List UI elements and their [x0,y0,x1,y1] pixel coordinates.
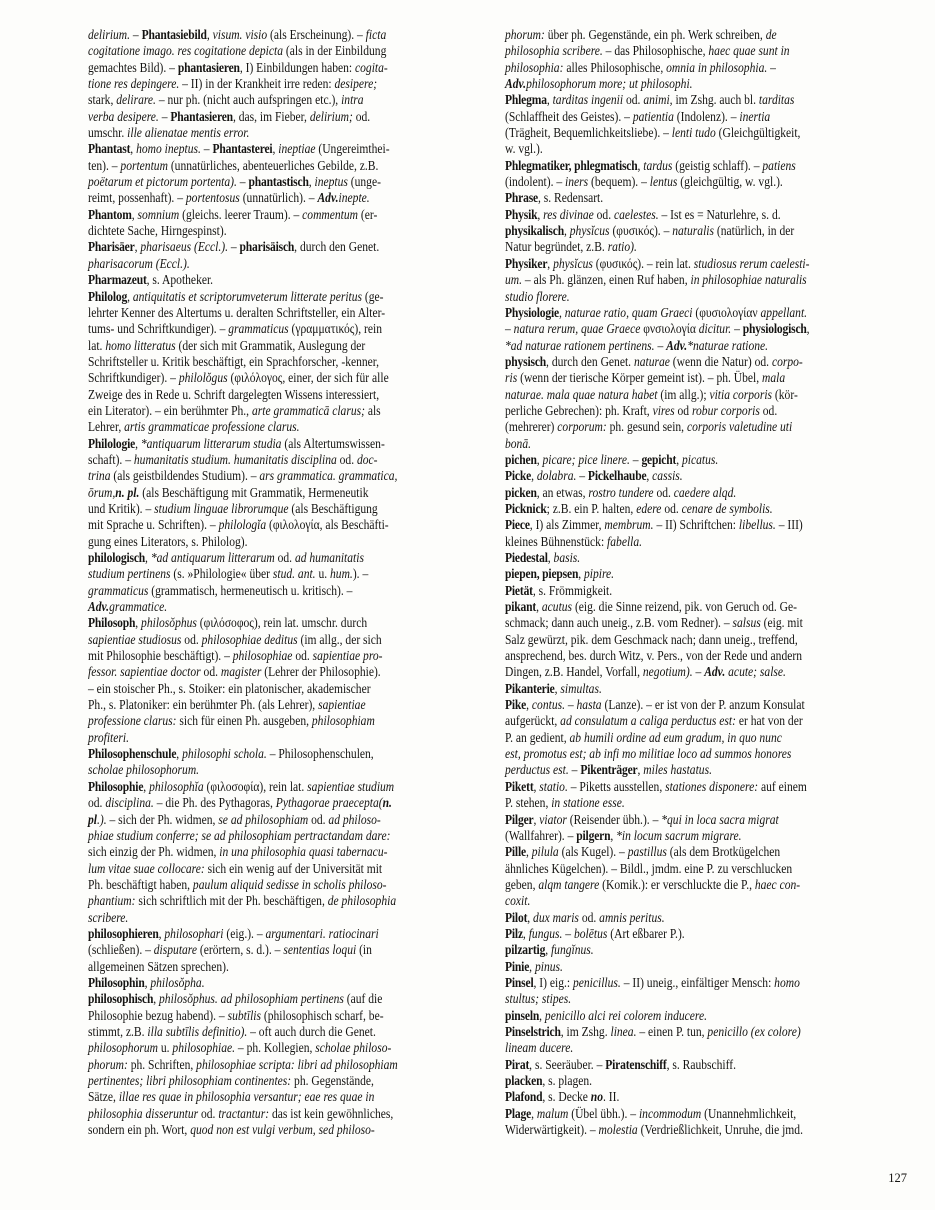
text-line: Physik, res divinae od. caelestes. – Ist es = Naturlehre, s. d. [505,206,781,222]
text-line: lehrter Kenner des Altertums u. deralten Schriftsteller, ein Alter- [88,304,386,320]
text-line: Lehrer, artis grammaticae professione clarus. [88,419,300,435]
text-line: mit Philosophie beschäftigt). – philosophiae od. sapientiae pro- [88,648,383,664]
text-line: P. an gedient, ab humili ordine ad eum gradum, in quo nunc [505,729,782,745]
text-line: ansprechend, bes. durch Witz, v. Pers., von der Rede und andern [505,648,802,664]
text-line: schaft). – humanitatis studium. humanitatis disciplina od. doc- [88,451,378,467]
text-line: cogitatione imago. res cogitatione depicta (als in der Einbildung [88,43,387,59]
text-line: ten). – portentum (unnatürliches, abenteuerliches Gebilde, z.B. [88,157,379,173]
text-line: umschr. ille alienatae mentis error. [88,125,250,141]
text-line: physisch, durch den Genet. naturae (wenn die Natur) od. corpo- [505,353,803,369]
text-line: schmack; dann auch uneig., z.B. vom Redner). – salsus (eig. mit [505,615,803,631]
text-line: lineam ducere. [505,1040,574,1056]
text-line: Ph., s. Platoniker: ein berühmter Ph. (als Lehrer), sapientiae [88,697,366,713]
text-line: (Wallfahrer). – pilgern, *in locum sacrum migrare. [505,827,742,843]
text-line: ein Literator). – ein berühmter Ph., arte grammaticā clarus; als [88,402,381,418]
text-line: Pirat, s. Seeräuber. – Piratenschiff, s. Raubschiff. [505,1056,737,1072]
text-line: geben, alqm tangere (Komik.): er verschluckte die P., haec con- [505,876,801,892]
text-line: Piece, I) als Zimmer, membrum. – II) Schriftchen: libellus. – III) [505,517,803,533]
text-line: Schriftkundiger). – philolŏgus (φιλόλογος, einer, der sich für alle [88,370,389,386]
text-line: philosophieren, philosophari (eig.). – argumentari. ratiocinari [88,925,379,941]
text-line: Phantast, homo ineptus. – Phantasterei, ineptiae (Ungereimthei- [88,141,390,157]
text-line: ōrum,n. pl. (als Beschäftigung mit Grammatik, Hermeneutik [88,484,369,500]
text-line: tums- und Schriftkundiger). – grammaticus (γραμματικός), rein [88,321,382,337]
text-line: w. vgl.). [505,141,543,157]
text-line: (Trägheit, Bequemlichkeitsliebe). – lenti tudo (Gleichgültigkeit, [505,125,801,141]
page-number: 127 [888,1171,907,1185]
text-line: stimmt, z.B. illa subtīlis definitio). – oft auch durch die Genet. [88,1023,376,1039]
text-line: Philosophie bezug habend). – subtīlis (philosophisch scharf, be- [88,1007,384,1023]
text-line: Phlegma, tarditas ingenii od. animi, im Zshg. auch bl. tarditas [505,92,795,108]
text-line: Pilot, dux maris od. amnis peritus. [505,909,665,925]
text-line: philosophia disseruntur od. tractantur: das ist kein gewöhnliches, [88,1105,394,1121]
text-line: Pikett, statio. – Piketts ausstellen, stationes disponere: auf einem [505,778,807,794]
text-line: naturae. mala quae natura habet (im allg.); vitia corporis (kör- [505,386,798,402]
text-line: Zweige des in Rede u. Schrift dargelegten Wissens interessiert, [88,386,380,402]
text-line: – ein stoischer Ph., s. Stoiker: ein platonischer, akademischer [88,680,371,696]
text-line: philologisch, *ad antiquarum litterarum od. ad humanitatis [88,550,364,565]
text-line: Pharisäer, pharisaeus (Eccl.). – pharisäisch, durch den Genet. [88,239,380,255]
text-line: Plage, malum (Übel übh.). – incommodum (Unannehmlichkeit, [505,1105,797,1121]
text-line: Adv.grammatice. [88,599,168,615]
text-line: allgemeinen Sätzen sprechen). [88,958,229,974]
text-line: pichen, picare; pice linere. – gepicht, picatus. [505,451,719,467]
text-line: sapientiae studiosus od. philosophiae deditus (im allg., der sich [88,631,382,647]
text-line: philosophisch, philosŏphus. ad philosophiam pertinens (auf die [88,991,383,1007]
text-line: um. – als Ph. glänzen, einen Ruf haben, in philosophiae naturalis [505,272,807,288]
text-line: Pilger, viator (Reisender übh.). – *qui in loca sacra migrat [505,811,779,827]
text-line: gemachtes Bild). – phantasieren, I) Einbildungen haben: cogita- [88,59,388,75]
text-line: Pinsel, I) eig.: penicillus. – II) uneig., einfältiger Mensch: homo [505,974,800,990]
text-line: sondern ein ph. Wort, quod non est vulgi verbum, sed philoso- [88,1122,375,1138]
text-line: (mehrerer) corporum: ph. gesund sein, corporis valetudine uti [505,419,793,435]
text-line: kleines Bühnenstück: fabella. [505,533,643,549]
text-line: scribere. [88,909,129,925]
text-line: pilzartig, fungĭnus. [505,942,594,958]
text-line: mit Sprache u. Schriften). – philologĭa (φιλολογία, als Beschäfti- [88,517,389,533]
text-line: Philolog, antiquitatis et scriptorumveterum litterate peritus (ge- [88,288,384,304]
text-line: Philosophie, philosophĭa (φιλοσοφία), rein lat. sapientiae studium [88,778,395,794]
text-line: physikalisch, physĭcus (φυσικός). – naturalis (natürlich, in der [505,223,795,239]
text-line: Physiologie, naturae ratio, quam Graeci (φυσιολογίαν appellant. [505,304,808,320]
text-line: gung eines Literators, s. Philolog). [88,533,248,549]
text-line: Philologie, *antiquarum litterarum studia (als Altertumswissen- [88,435,385,451]
text-line: Pietät, s. Frömmigkeit. [505,582,613,598]
text-line: delirium. – Phantasiebild, visum. visio (als Erscheinung). – ficta [88,27,387,42]
text-line: od. disciplina. – die Ph. des Pythagoras, Pythagorae praecepta(n. [88,795,392,811]
text-line: studium pertinens (s. »Philologie« über stud. ant. u. hum.). – [88,566,369,582]
text-line: trina (als geistbildendes Studium). – ars grammatica. grammatica, [88,468,398,484]
text-line: *ad naturae rationem pertinens. – Adv.*naturae ratione. [505,337,769,353]
text-line: pinseln, penicillo alci rei colorem inducere. [505,1007,707,1023]
text-line: pertinentes; libri philosophiam continentes: ph. Gegenstände, [88,1073,374,1088]
text-line: placken, s. plagen. [505,1073,593,1088]
text-line: (schließen). – disputare (erörtern, s. d.). – sententias loqui (in [88,942,372,958]
text-line: pharisacorum (Eccl.). [88,255,190,271]
text-line: Dingen, z.B. Handel, Vorfall, negotium). – Adv. acute; salse. [505,664,786,680]
text-line: coxit. [505,893,531,909]
text-line: Phantom, somnium (gleichs. leerer Traum). – commentum (er- [88,206,378,222]
text-line: Ph. beschäftigt haben, paulum aliquid sedisse in scholis philoso- [88,876,387,892]
text-line: phantium: sich schriftlich mit der Ph. beschäftigen, de philosophia [88,893,397,909]
text-line: phorum: über ph. Gegenstände, ein ph. Werk schreiben, de [505,27,777,42]
text-line: (Schlaffheit des Geistes). – patientia (Indolenz). – inertia [505,108,771,124]
text-line: perductus est. – Pikenträger, miles hastatus. [505,762,712,778]
text-line: tione res depingere. – II) in der Krankheit irre reden: desipere; [88,76,378,92]
text-line: und Kritik). – studium linguae librorumque (als Beschäftigung [88,500,378,516]
text-line: Piedestal, basis. [505,550,581,565]
text-line: Plafond, s. Decke no. II. [505,1089,620,1105]
text-line: – natura rerum, quae Graece φνσιολογία dicitur. – physiologisch, [505,321,810,337]
text-line: lat. homo litteratus (der sich mit Grammatik, Auslegung der [88,337,366,353]
text-line: scholae philosophorum. [88,762,200,778]
text-line: phorum: ph. Schriften, philosophiae scripta: libri ad philosophiam [88,1056,398,1072]
right-column [505,27,905,1138]
text-line: Pilz, fungus. – bolētus (Art eßbarer P.). [505,925,685,941]
text-line: Schriftsteller u. Kritik beschäftigt, ein Sprachforscher, -kenner, [88,353,380,369]
text-line: Philosoph, philosŏphus (φιλόσοφος), rein lat. umschr. durch [88,615,368,631]
text-line: philosophia scribere. – das Philosophische, haec quae sunt in [505,43,790,59]
text-line: Pille, pilula (als Kugel). – pastillus (als dem Brotkügelchen [505,844,781,860]
left-column [88,27,488,1138]
text-line: Picke, dolabra. – Pickelhaube, cassis. [505,468,683,484]
text-line: piepen, piepsen, pipire. [505,566,615,582]
text-line: Pinie, pinus. [505,958,563,974]
text-line: phiae studium conferre; se ad philosophiam pertractandam dare: [88,827,391,843]
text-line: Salz gewürzt, pik. dem Geschmack nach; dann uneig., treffend, [505,631,798,647]
text-line: Philosophenschule, philosophi schola. – Philosophenschulen, [88,746,374,762]
text-line: Phlegmatiker, phlegmatisch, tardus (geistig schlaff). – patiens [505,157,796,173]
text-line: (indolent). – iners (bequem). – lentus (gleichgültig, w. vgl.). [505,174,783,190]
text-line: professione clarus: sich für einen Ph. ausgeben, philosophiam [88,713,375,729]
text-line: studio florere. [505,288,570,304]
text-line: bonā. [505,435,532,451]
text-line: dichtete Sache, Hirngespinst). [88,223,227,239]
text-line: grammaticus (grammatisch, hermeneutisch u. kritisch). – [88,582,353,598]
text-line: philosophorum u. philosophiae. – ph. Kollegien, scholae philoso- [88,1040,392,1056]
text-line: Widerwärtigkeit). – molestia (Verdrießlichkeit, Unruhe, die jmd. [505,1122,803,1138]
text-line: Pikanterie, simultas. [505,680,602,696]
text-line: Pike, contus. – hasta (Lanze). – er ist von der P. anzum Konsulat [505,697,805,713]
text-line: ähnliches Kügelchen). – Bildl., jmdm. eine P. zu verschlucken [505,860,793,876]
text-line: verba desipere. – Phantasieren, das, im Fieber, delirium; od. [88,108,371,124]
text-line: stark, delirare. – nur ph. (nicht auch aufspringen etc.), intra [88,92,364,108]
text-line: fessor. sapientiae doctor od. magister (Lehrer der Philosophie). [88,664,381,680]
text-line: aufgerückt, ad consulatum a caliga perductus est: er hat von der [505,713,803,729]
text-line: Picknick; z.B. ein P. halten, edere od. cenare de symbolis. [505,500,773,516]
text-line: pikant, acutus (eig. die Sinne reizend, pik. von Geruch od. Ge- [505,599,797,615]
text-line: P. stehen, in statione esse. [505,795,625,811]
text-line: pl.). – sich der Ph. widmen, se ad philosophiam od. ad philoso- [88,811,381,827]
text-line: Adv.philosophorum more; ut philosophi. [505,76,693,92]
text-line: Philosophin, philosŏpha. [88,974,205,990]
text-line: Phrase, s. Redensart. [505,190,604,206]
text-line: stultus; stipes. [505,991,572,1007]
text-line: profiteri. [88,729,129,745]
text-line: picken, an etwas, rostro tundere od. caedere alqd. [505,484,737,500]
text-line: Pinselstrich, im Zshg. linea. – einen P. tun, penicillo (ex colore) [505,1023,801,1039]
text-line: Sätze, illae res quae in philosophia versantur; eae res quae in [88,1089,375,1105]
text-line: est, promotus est; ab infi mo militiae loco ad summos honores [505,746,792,762]
text-line: poëtarum et pictorum portenta). – phantastisch, ineptus (unge- [88,174,381,190]
text-line: Natur begründet, z.B. ratio). [505,239,637,255]
text-line: sich einzig der Ph. widmen, in una philosophia quasi tabernacu- [88,844,388,860]
text-line: reimt, possenhaft). – portentosus (unnatürlich). – Adv.inepte. [88,190,370,206]
text-line: Pharmazeut, s. Apotheker. [88,272,214,288]
text-line: Physiker, physĭcus (φυσικός). – rein lat. studiosus rerum caelesti- [505,255,810,271]
text-line: ris (wenn der tierische Körper gemeint ist). – ph. Übel, mala [505,370,786,386]
text-line: philosophia: alles Philosophische, omnia in philosophia. – [505,59,776,75]
text-line: lum vitae suae collocare: sich ein wenig auf der Universität mit [88,860,383,876]
text-line: perliche Gebrechen): ph. Kraft, vires od robur corporis od. [505,402,778,418]
